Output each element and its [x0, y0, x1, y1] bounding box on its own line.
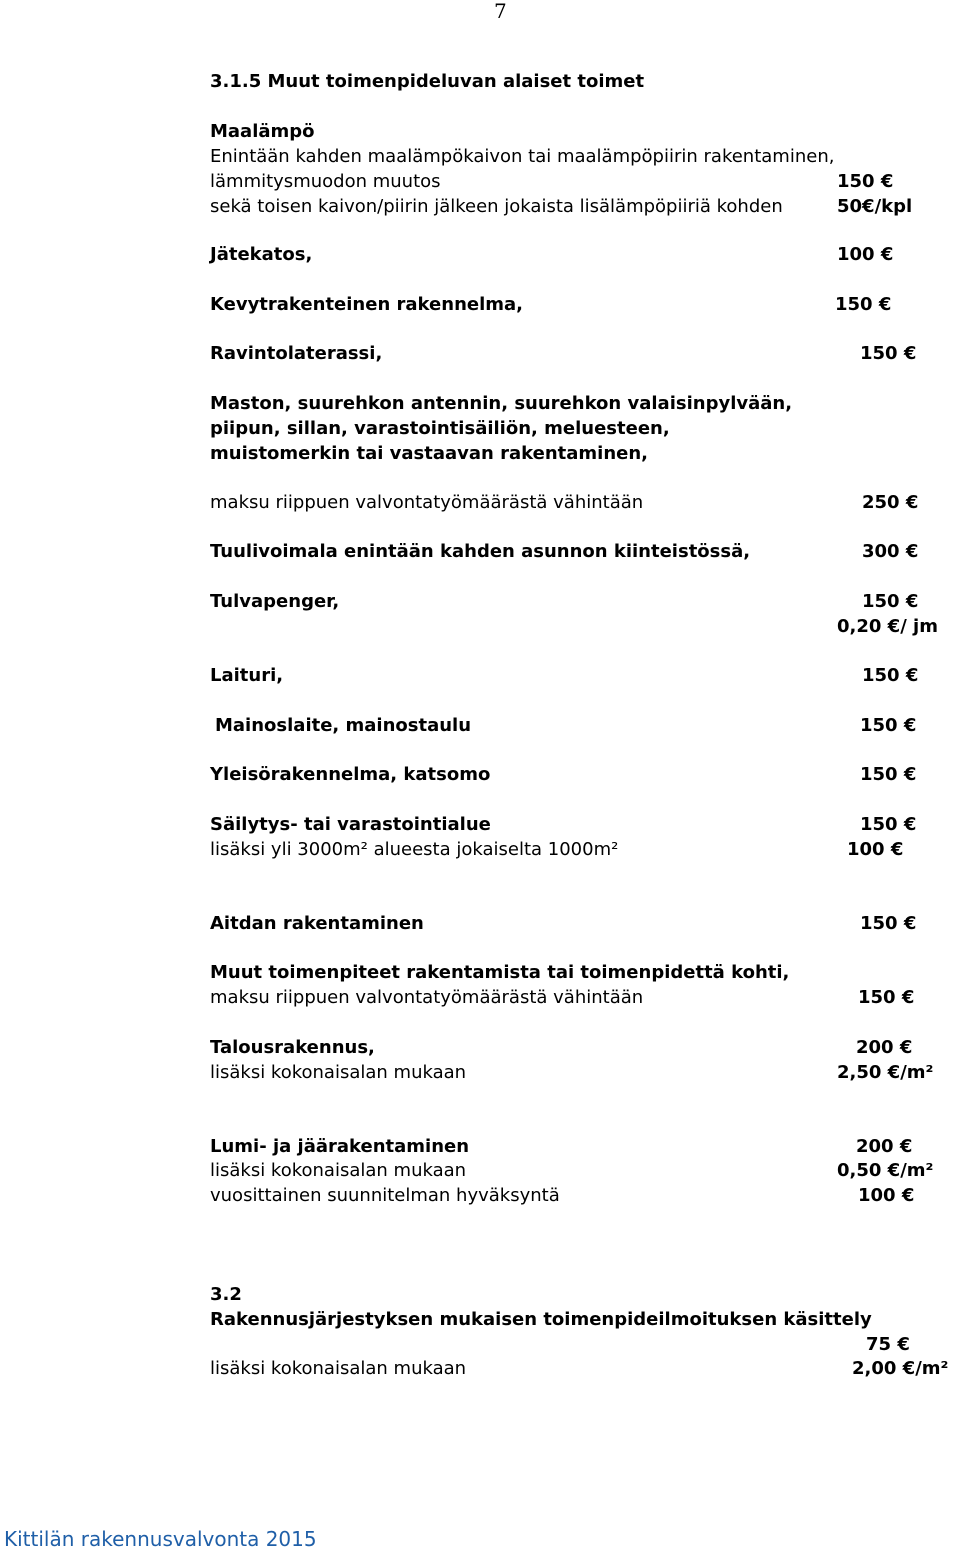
lumi-yearly-label: vuosittainen suunnitelman hyväksyntä: [210, 1185, 560, 1206]
ravintola-label: Ravintolaterassi,: [210, 343, 383, 364]
maston-line-2: piipun, sillan, varastointisäiliön, meluesteen,: [210, 418, 670, 439]
tuulivoimala-price: 300 €: [862, 541, 919, 562]
lumi-label: Lumi- ja jäärakentaminen: [210, 1136, 470, 1157]
section-3-2-title: Rakennusjärjestyksen mukaisen toimenpideilmoituksen käsittely: [210, 1309, 872, 1330]
section-3-2-extra-label: lisäksi kokonaisalan mukaan: [210, 1358, 467, 1379]
maalampo-price-2: 150 €: [837, 171, 894, 192]
footer-text: Kittilän rakennusvalvonta 2015: [4, 1527, 317, 1551]
aitta-price: 150 €: [860, 913, 917, 934]
sailytys-extra-price: 100 €: [847, 839, 904, 860]
maston-fee-label: maksu riippuen valvontatyömäärästä vähintään: [210, 492, 644, 513]
page-number: 7: [494, 0, 507, 23]
maalampo-line-3: sekä toisen kaivon/piirin jälkeen jokaista lisälämpöpiiriä kohden: [210, 196, 783, 217]
talous-extra-price: 2,50 €/m²: [837, 1062, 934, 1083]
maalampo-heading: Maalämpö: [210, 121, 315, 142]
maston-price: 250 €: [862, 492, 919, 513]
section-3-2-number: 3.2: [210, 1284, 242, 1305]
muut-label: Muut toimenpiteet rakentamista tai toimenpidettä kohti,: [210, 962, 790, 983]
sailytys-price: 150 €: [860, 814, 917, 835]
sailytys-extra-label: lisäksi yli 3000m² alueesta jokaiselta 1000m²: [210, 839, 619, 860]
lumi-extra-price: 0,50 €/m²: [837, 1160, 934, 1181]
lumi-yearly-price: 100 €: [858, 1185, 915, 1206]
aitta-label: Aitdan rakentaminen: [210, 913, 424, 934]
maalampo-line-1: Enintään kahden maalämpökaivon tai maalämpöpiirin rakentaminen,: [210, 146, 835, 167]
section-3-2-price: 75 €: [866, 1334, 910, 1355]
sailytys-label: Säilytys- tai varastointialue: [210, 814, 491, 835]
laituri-price: 150 €: [862, 665, 919, 686]
ravintola-price: 150 €: [860, 343, 917, 364]
kevyt-price: 150 €: [835, 294, 892, 315]
tulvapenger-label: Tulvapenger,: [210, 591, 340, 612]
section-3-2-extra-price: 2,00 €/m²: [852, 1358, 949, 1379]
kevyt-label: Kevytrakenteinen rakennelma,: [210, 294, 523, 315]
tulvapenger-price: 150 €: [862, 591, 919, 612]
muut-fee-label: maksu riippuen valvontatyömäärästä vähintään: [210, 987, 644, 1008]
laituri-label: Laituri,: [210, 665, 284, 686]
yleiso-label: Yleisörakennelma, katsomo: [210, 764, 491, 785]
talous-extra-label: lisäksi kokonaisalan mukaan: [210, 1062, 467, 1083]
maston-line-3: muistomerkin tai vastaavan rakentaminen,: [210, 443, 649, 464]
lumi-extra-label: lisäksi kokonaisalan mukaan: [210, 1160, 467, 1181]
maalampo-price-3: 50€/kpl: [837, 196, 913, 217]
maalampo-line-2: lämmitysmuodon muutos: [210, 171, 441, 192]
yleiso-price: 150 €: [860, 764, 917, 785]
section-title: 3.1.5 Muut toimenpideluvan alaiset toimet: [210, 71, 645, 92]
talous-label: Talousrakennus,: [210, 1037, 375, 1058]
tulvapenger-price-per-meter: 0,20 €/ jm: [837, 616, 938, 637]
tuulivoimala-label: Tuulivoimala enintään kahden asunnon kiinteistössä,: [210, 541, 751, 562]
muut-price: 150 €: [858, 987, 915, 1008]
mainoslaite-label: Mainoslaite, mainostaulu: [215, 715, 472, 736]
maston-line-1: Maston, suurehkon antennin, suurehkon valaisinpylvään,: [210, 393, 793, 414]
jatekatos-label: Jätekatos,: [210, 244, 313, 265]
lumi-price: 200 €: [856, 1136, 913, 1157]
talous-price: 200 €: [856, 1037, 913, 1058]
mainoslaite-price: 150 €: [860, 715, 917, 736]
jatekatos-price: 100 €: [837, 244, 894, 265]
